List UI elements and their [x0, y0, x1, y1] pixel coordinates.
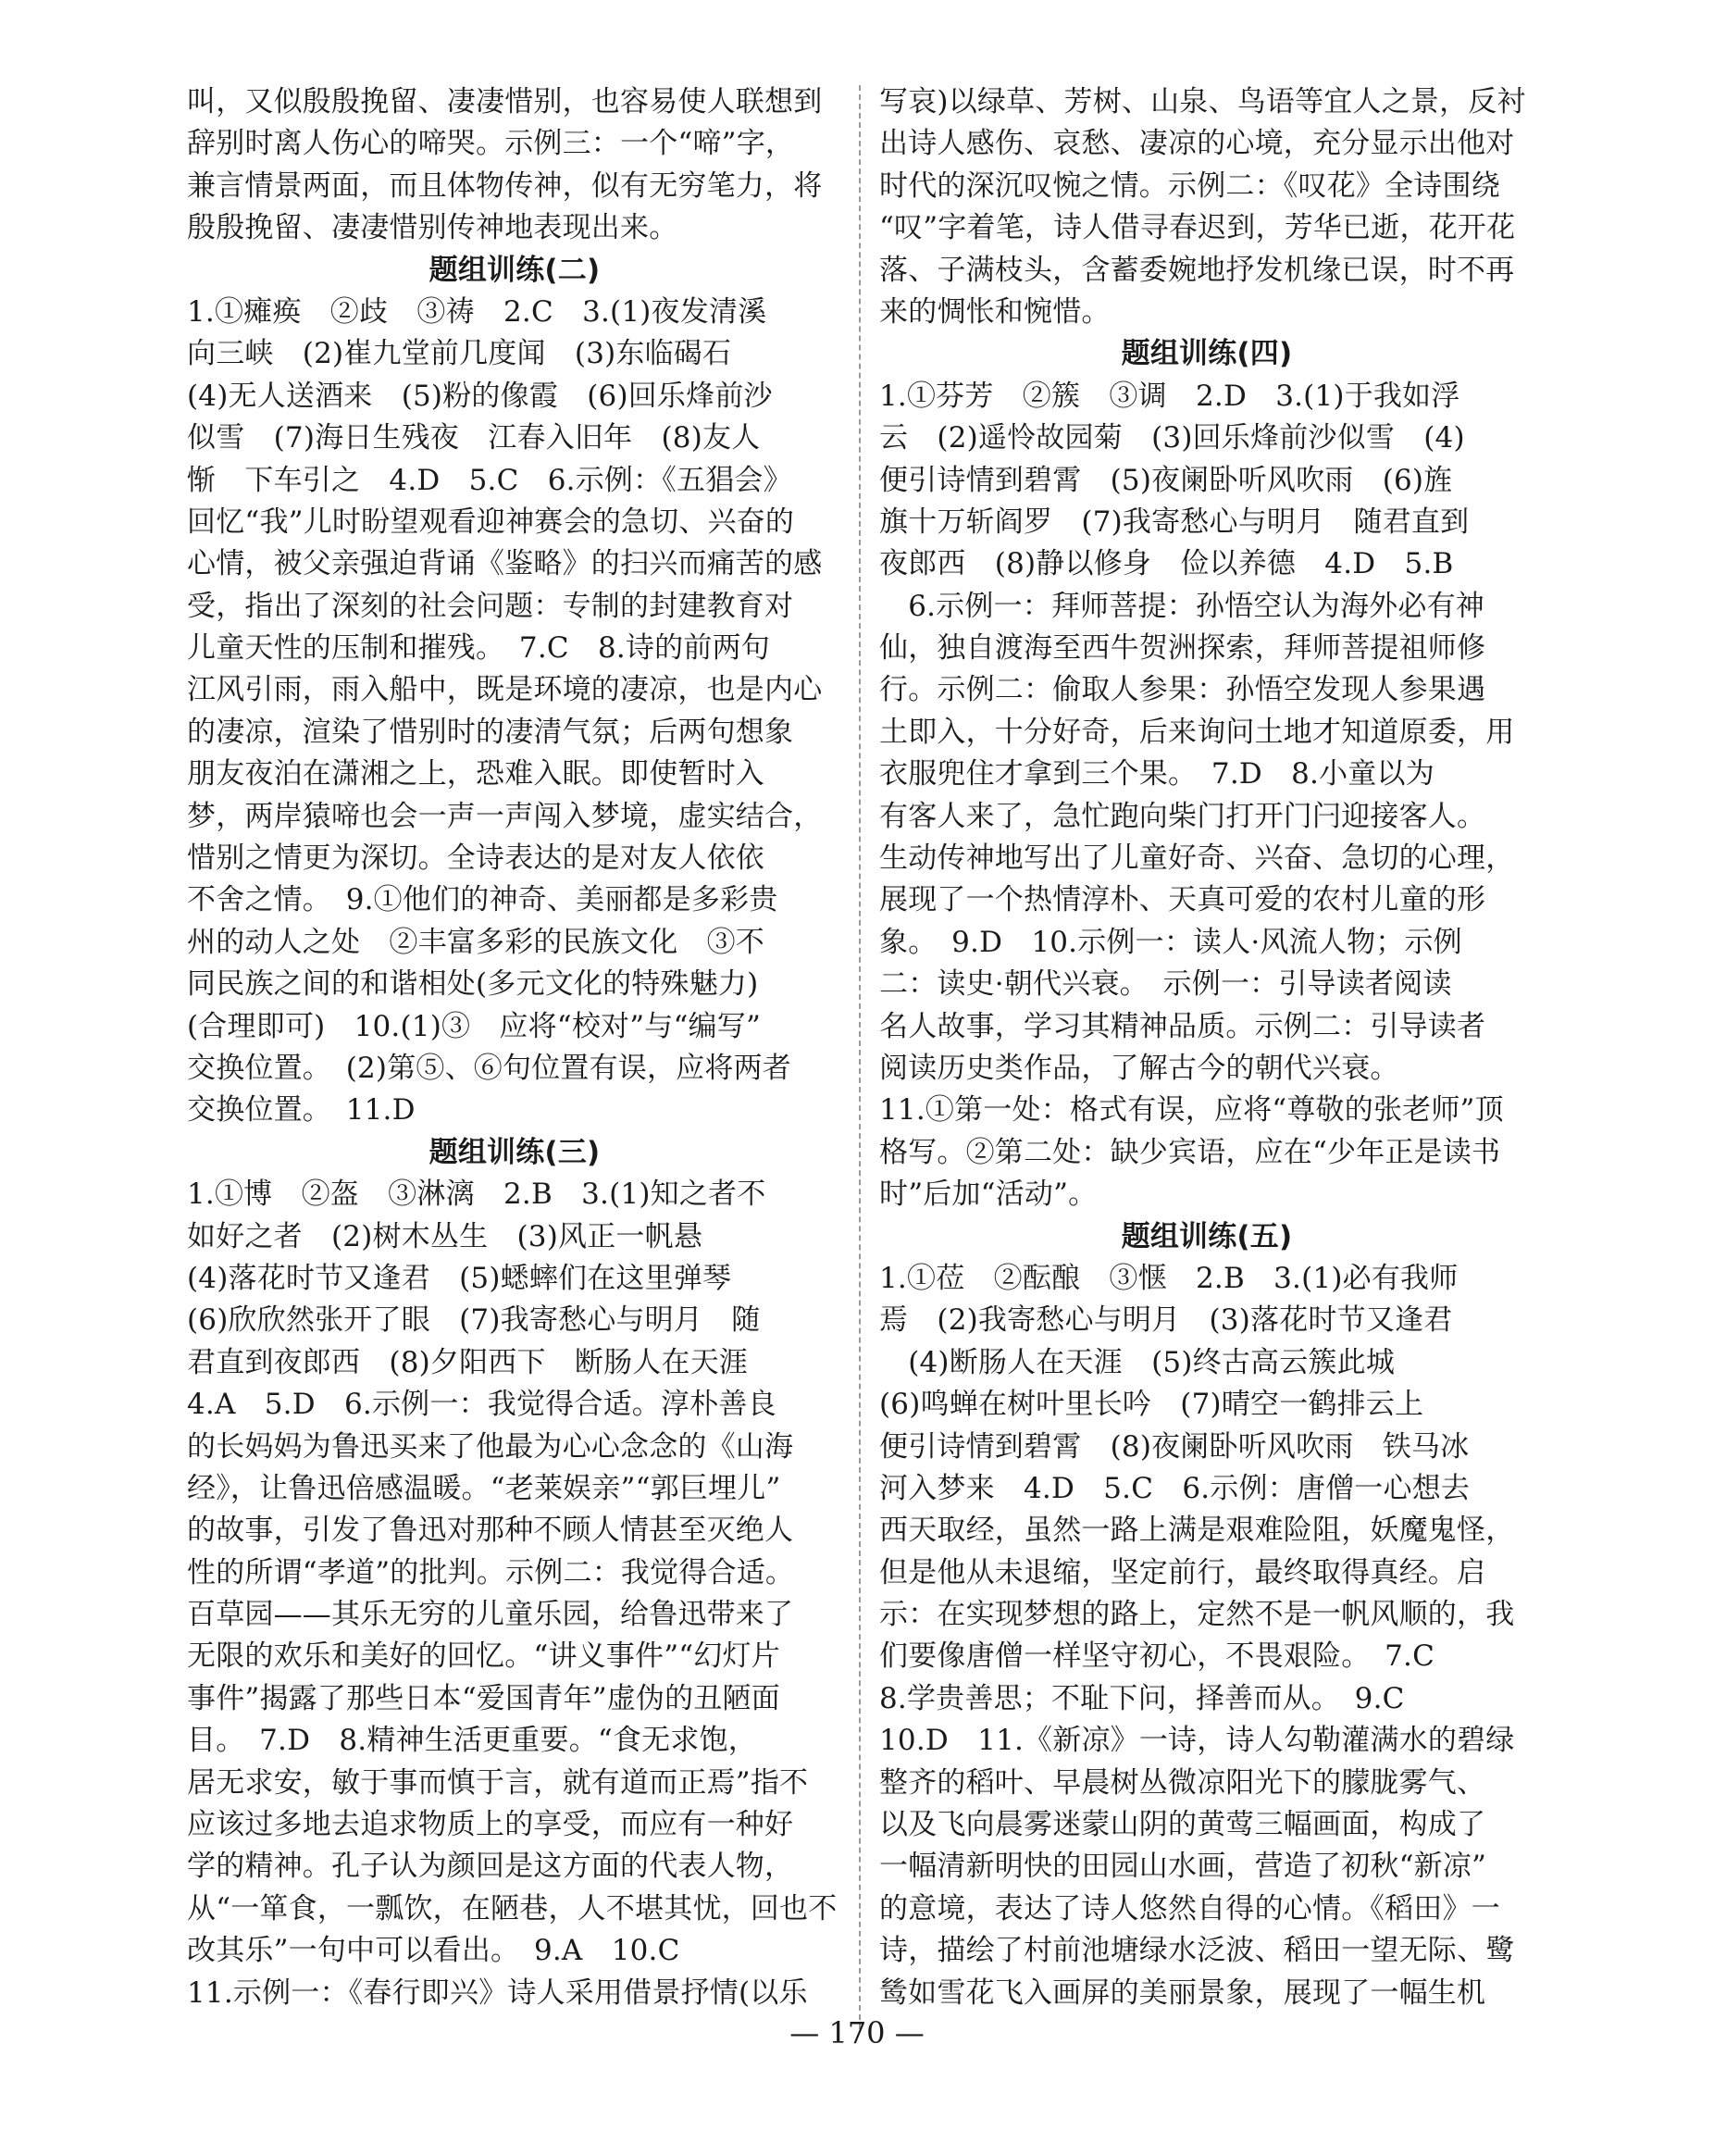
text-line: 叫，又似殷殷挽留、凄凄惜别，也容易使人联想到 — [187, 85, 823, 118]
text-line: 的意境，表达了诗人悠然自得的心情。《稻田》一 — [879, 1891, 1500, 1925]
text-line: 事件”揭露了那些日本“爱国青年”虚伪的丑陋面 — [187, 1681, 780, 1715]
text-line: 学的精神。孔子认为颜回是这方面的代表人物， — [187, 1850, 794, 1884]
text-line: 生动传神地写出了儿童好奇、兴奋、急切的心理， — [879, 841, 1515, 876]
text-line: 时代的深沉叹惋之情。示例二：《叹花》全诗围绕 — [879, 168, 1500, 203]
text-line: 11.①第一处：格式有误，应将“尊敬的张老师”顶 — [879, 1093, 1504, 1128]
page-number: — 170 — — [789, 2015, 925, 2050]
text-line: 辞别时离人伤心的啼哭。示例三：一个“啼”字， — [187, 127, 795, 161]
text-line: 州的动人之处 ②丰富多彩的民族文化 ③不 — [187, 925, 764, 959]
text-line: 10.D 11.《新凉》一诗，诗人勾勒灌满水的碧绿 — [879, 1724, 1515, 1758]
text-line: 惭 下车引之 4.D 5.C 6.示例：《五猖会》 — [187, 463, 792, 497]
text-line: 出诗人感伤、哀愁、凄凉的心境，充分显示出他对 — [879, 127, 1515, 161]
text-line: 兼言情景两面，而且体物传神，似有无穷笔力，将 — [187, 168, 823, 203]
text-line: 应该过多地去追求物质上的享受，而应有一种好 — [187, 1808, 794, 1842]
text-line: 一幅清新明快的田园山水画，营造了初秋“新凉” — [879, 1850, 1487, 1884]
text-line: 从“一箪食，一瓢饮，在陋巷，人不堪其忧，回也不 — [187, 1891, 838, 1925]
text-line: 改其乐”一句中可以看出。 9.A 10.C — [187, 1934, 680, 1968]
text-line: (4)落花时节又逢君 (5)蟋蟀们在这里弹琴 — [187, 1261, 732, 1295]
text-line: 心情，被父亲强迫背诵《鉴略》的扫兴而痛苦的感 — [187, 547, 823, 581]
text-line: 诗，描绘了村前池塘绿水泛波、稻田一望无际、鹭 — [879, 1934, 1515, 1968]
text-line: “叹”字着笔，诗人借寻春迟到，芳华已逝，花开花 — [879, 211, 1516, 245]
text-line: 经》，让鲁迅倍感温暖。“老莱娱亲”“郭巨埋儿” — [187, 1471, 781, 1505]
text-line: 殷殷挽留、凄凄惜别传神地表现出来。 — [187, 211, 678, 245]
text-line: 江风引雨，雨入船中，既是环境的凄凉，也是内心 — [187, 673, 823, 707]
left-column — [187, 81, 842, 2014]
text-line: 1.①芬芳 ②簇 ③调 2.D 3.(1)于我如浮 — [879, 379, 1460, 413]
text-line: 云 (2)遥怜故园菊 (3)回乐烽前沙似雪 (4) — [879, 421, 1465, 455]
text-line: (4)无人送酒来 (5)粉的像霞 (6)回乐烽前沙 — [187, 379, 773, 413]
text-line: (4)断肠人在天涯 (5)终古高云簇此城 — [879, 1345, 1396, 1379]
text-line: 西天取经，虽然一路上满是艰难险阻，妖魔鬼怪， — [879, 1514, 1515, 1548]
text-line: 有客人来了，急忙跑向柴门打开门闩迎接客人。 — [879, 799, 1486, 833]
text-line: 11.示例一：《春行即兴》诗人采用借景抒情(以乐 — [187, 1975, 808, 2010]
text-line: 目。 7.D 8.精神生活更重要。“食无求饱， — [187, 1724, 757, 1758]
text-line: 来的惆怅和惋惜。 — [879, 294, 1111, 329]
text-line: 6.示例一：拜师菩提：孙悟空认为海外必有神 — [879, 589, 1484, 623]
text-line: 君直到夜郎西 (8)夕阳西下 断肠人在天涯 — [187, 1345, 749, 1379]
text-line: 行。示例二：偷取人参果：孙悟空发现人参果遇 — [879, 673, 1486, 707]
text-line: 展现了一个热情淳朴、天真可爱的农村儿童的形 — [879, 883, 1486, 917]
text-line: 回忆“我”儿时盼望观看迎神赛会的急切、兴奋的 — [187, 505, 795, 539]
text-line: 朋友夜泊在潇湘之上，恐难入眠。即使暂时入 — [187, 757, 764, 791]
text-line: 向三峡 (2)崔九堂前几度闻 (3)东临碣石 — [187, 337, 732, 371]
text-line: 1.①博 ②盔 ③淋漓 2.B 3.(1)知之者不 — [187, 1178, 766, 1212]
text-line: 便引诗情到碧霄 (5)夜阑卧听风吹雨 (6)旌 — [879, 463, 1453, 497]
text-line: 整齐的稻叶、早晨树丛微凉阳光下的朦胧雾气、 — [879, 1765, 1486, 1800]
text-line: 落、子满枝头，含蓄委婉地抒发机缘已误，时不再 — [879, 253, 1515, 287]
text-line: 鸶如雪花飞入画屏的美丽景象，展现了一幅生机 — [879, 1975, 1486, 2010]
text-line: 惜别之情更为深切。全诗表达的是对友人依依 — [187, 841, 764, 876]
text-line: 似雪 (7)海日生残夜 江春入旧年 (8)友人 — [187, 421, 761, 455]
text-line: 受，指出了深刻的社会问题：专制的封建教育对 — [187, 589, 794, 623]
column-divider — [859, 85, 861, 2029]
text-line: 儿童天性的压制和摧残。 7.C 8.诗的前两句 — [187, 631, 770, 666]
text-line: 性的所谓“孝道”的批判。示例二：我觉得合适。 — [187, 1555, 795, 1589]
text-line: 焉 (2)我寄愁心与明月 (3)落花时节又逢君 — [879, 1303, 1453, 1338]
text-line: 8.学贵善思；不耻下问，择善而从。 9.C — [879, 1681, 1405, 1715]
text-line: 们要像唐僧一样坚守初心，不畏艰险。 7.C — [879, 1639, 1435, 1674]
text-line: 时”后加“活动”。 — [879, 1178, 1098, 1212]
text-line: 同民族之间的和谐相处(多元文化的特殊魅力) — [187, 967, 759, 1002]
section-heading: 题组训练(四) — [1121, 337, 1293, 371]
text-line: 但是他从未退缩，坚定前行，最终取得真经。启 — [879, 1555, 1486, 1589]
text-line: 梦，两岸猿啼也会一声一声闯入梦境，虚实结合， — [187, 799, 823, 833]
text-line: 格写。②第二处：缺少宾语，应在“少年正是读书 — [879, 1135, 1501, 1169]
text-line: 的凄凉，渲染了惜别时的凄清气氛；后两句想象 — [187, 715, 794, 749]
text-line: 百草园——其乐无穷的儿童乐园，给鲁迅带来了 — [187, 1598, 794, 1632]
text-line: 1.①莅 ②酝酿 ③惬 2.B 3.(1)必有我师 — [879, 1261, 1459, 1295]
text-line: 示：在实现梦想的路上，定然不是一帆风顺的，我 — [879, 1598, 1515, 1632]
text-line: (6)欣欣然张开了眼 (7)我寄愁心与明月 随 — [187, 1303, 761, 1338]
text-line: 4.A 5.D 6.示例一：我觉得合适。淳朴善良 — [187, 1388, 776, 1422]
text-line: 的长妈妈为鲁迅买来了他最为心心念念的《山海 — [187, 1429, 794, 1464]
text-line: 夜郎西 (8)静以修身 俭以养德 4.D 5.B — [879, 547, 1454, 581]
section-heading: 题组训练(三) — [428, 1135, 601, 1169]
text-line: 居无求安，敏于事而慎于言，就有道而正焉”指不 — [187, 1765, 809, 1800]
text-line: 不舍之情。 9.①他们的神奇、美丽都是多彩贵 — [187, 883, 778, 917]
text-line: (合理即可) 10.(1)③ 应将“校对”与“编写” — [187, 1009, 761, 1043]
text-line: 如好之者 (2)树木丛生 (3)风正一帆悬 — [187, 1219, 703, 1253]
text-line: 河入梦来 4.D 5.C 6.示例：唐僧一心想去 — [879, 1471, 1471, 1505]
text-line: 名人故事，学习其精神品质。示例二：引导读者 — [879, 1009, 1486, 1043]
text-line: 以及飞向晨雾迷蒙山阴的黄莺三幅画面，构成了 — [879, 1808, 1486, 1842]
text-line: 二：读史·朝代兴衰。 示例一：引导读者阅读 — [879, 967, 1452, 1002]
text-line: 衣服兜住才拿到三个果。 7.D 8.小童以为 — [879, 757, 1435, 791]
text-line: 旗十万斩阎罗 (7)我寄愁心与明月 随君直到 — [879, 505, 1470, 539]
text-line: 1.①瘫痪 ②歧 ③祷 2.C 3.(1)夜发清溪 — [187, 294, 767, 329]
text-line: 便引诗情到碧霄 (8)夜阑卧听风吹雨 铁马冰 — [879, 1429, 1470, 1464]
text-line: 仙，独自渡海至西牛贺洲探索，拜师菩提祖师修 — [879, 631, 1486, 666]
text-line: (6)鸣蝉在树叶里长吟 (7)晴空一鹤排云上 — [879, 1388, 1424, 1422]
text-line: 交换位置。 11.D — [187, 1093, 416, 1128]
text-line: 交换位置。 (2)第⑤、⑥句位置有误，应将两者 — [187, 1051, 792, 1085]
section-heading: 题组训练(五) — [1121, 1219, 1293, 1253]
text-line: 土即入，十分好奇，后来询问土地才知道原委，用 — [879, 715, 1515, 749]
text-line: 象。 9.D 10.示例一：读人·风流人物；示例 — [879, 925, 1462, 959]
text-line: 写哀)以绿草、芳树、山泉、鸟语等宜人之景，反衬 — [879, 85, 1526, 118]
text-line: 无限的欢乐和美好的回忆。“讲义事件”“幻灯片 — [187, 1639, 780, 1674]
right-column — [879, 81, 1534, 2014]
text-line: 的故事，引发了鲁迅对那种不顾人情甚至灭绝人 — [187, 1514, 794, 1548]
text-line: 阅读历史类作品，了解古今的朝代兴衰。 — [879, 1051, 1399, 1085]
section-heading: 题组训练(二) — [428, 253, 601, 287]
